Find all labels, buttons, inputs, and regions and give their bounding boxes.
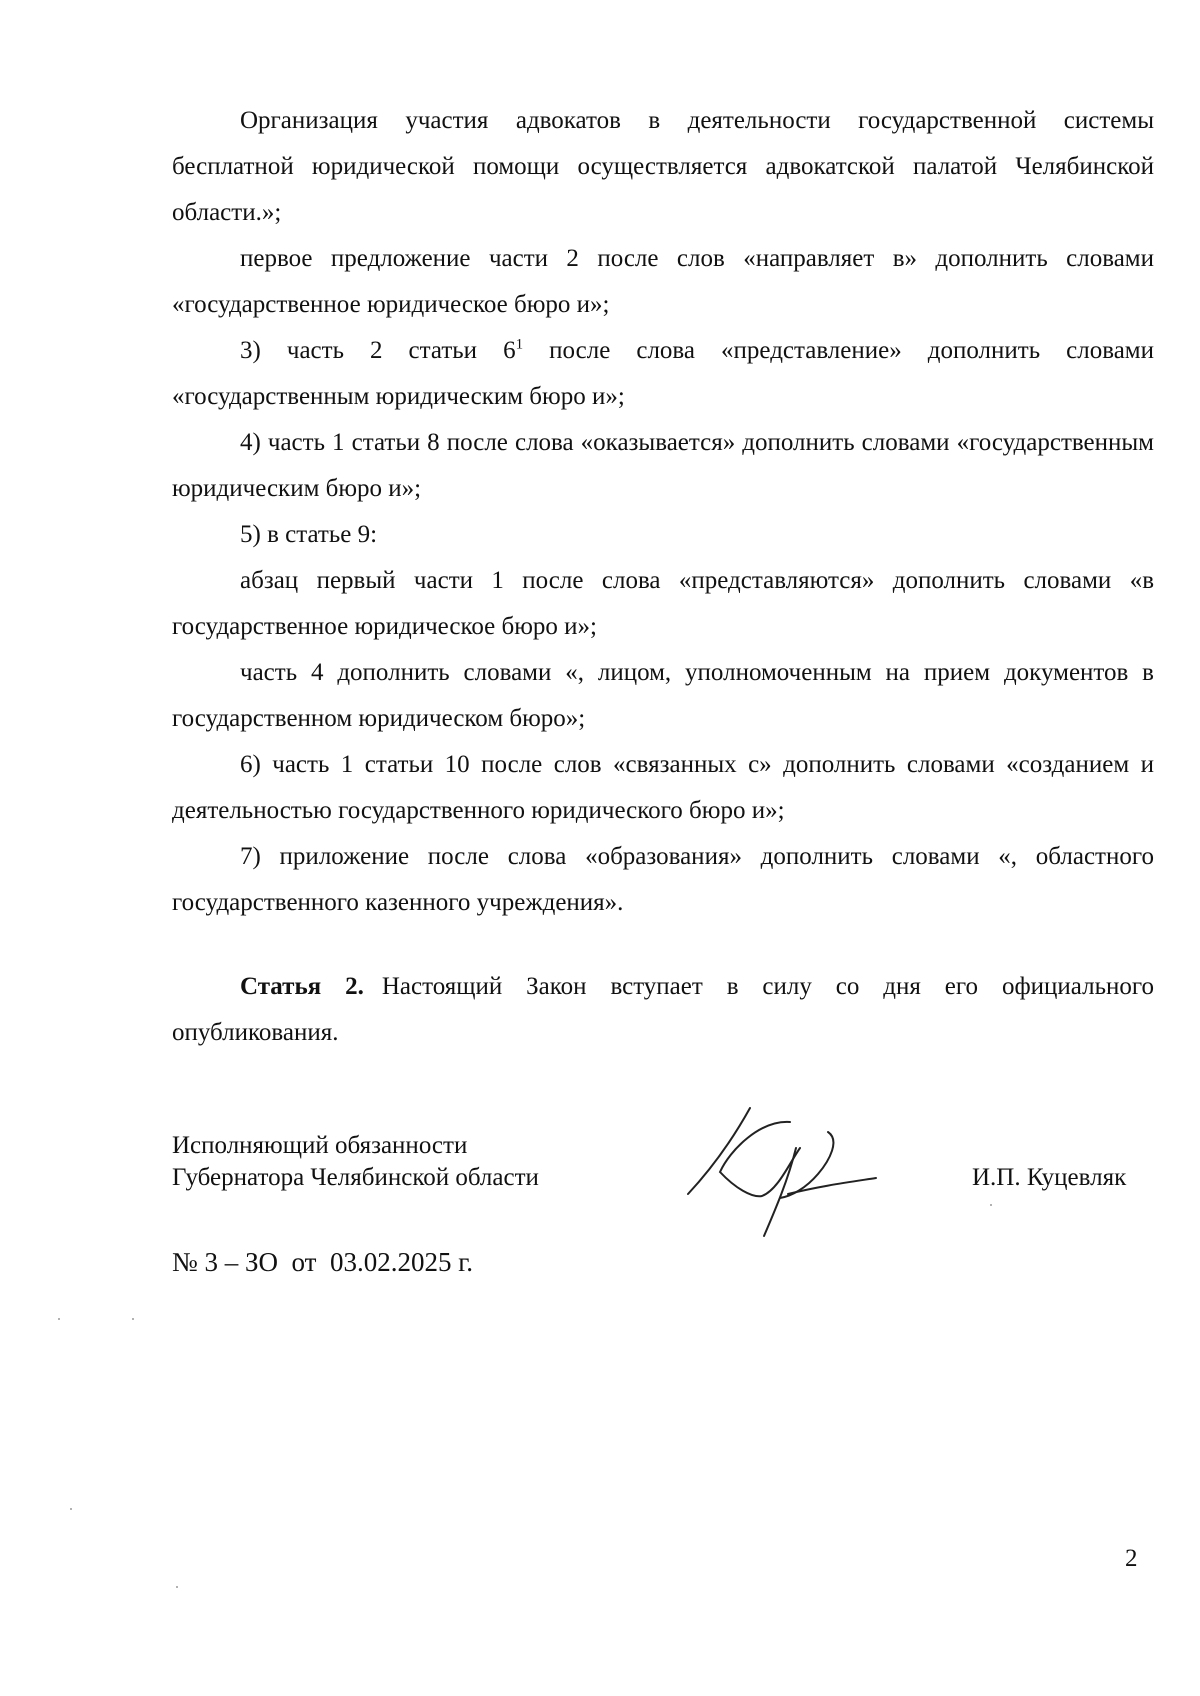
scan-speck — [70, 1508, 72, 1510]
paragraph-item-5-part-4: часть 4 дополнить словами «, лицом, уполномоченным на прием документов в государственном юридическом бюро»; — [172, 659, 1154, 732]
signatory-position-line-1: Исполняющий обязанности — [172, 1132, 468, 1159]
paragraph-bar-association: Организация участия адвокатов в деятельности государственной системы бесплатной юридической помощи осуществляется адвокатской палатой Челябинской области.»; — [172, 107, 1154, 226]
article-2 — [172, 964, 1154, 1056]
signatory-position — [172, 1130, 539, 1194]
scan-speck — [132, 1318, 134, 1320]
scan-speck — [58, 1318, 60, 1320]
paragraph-item-5: 5) в статье 9: — [240, 521, 378, 548]
paragraph-item-4: 4) часть 1 статьи 8 после слова «оказывается» дополнить словами «государственным юридическим бюро и»; — [172, 429, 1154, 502]
signer-name: И.П. Куцевляк — [972, 1164, 1127, 1191]
item-3-superscript: 1 — [515, 336, 524, 353]
signatory-position-line-2: Губернатора Челябинской области — [172, 1164, 539, 1191]
scan-speck — [176, 1586, 178, 1588]
page-number: 2 — [1125, 1545, 1138, 1572]
paragraph-item-7: 7) приложение после слова «образования» дополнить словами «, областного государственного казенного учреждения». — [172, 843, 1154, 916]
amendments-body — [172, 98, 1154, 926]
scan-speck — [990, 1204, 992, 1206]
article-2-label: Статья 2. — [240, 973, 364, 1000]
handwritten-signature — [680, 1090, 880, 1240]
paragraph-item-6: 6) часть 1 статьи 10 после слов «связанных с» дополнить словами «созданием и деятельностью государственного юридического бюро и»; — [172, 751, 1154, 824]
item-3-text-end: после слова «представление» дополнить словами «государственным юридическим бюро и»; — [172, 337, 1154, 410]
paragraph-item-3 — [172, 328, 1154, 420]
article-2-text: Настоящий Закон вступает в силу со дня его официального опубликования. — [172, 973, 1154, 1046]
item-3-text-start: 3) часть 2 статьи 6 — [240, 337, 516, 364]
paragraph-item-5-part-1: абзац первый части 1 после слова «представляются» дополнить словами «в государственное юридическое бюро и»; — [172, 567, 1154, 640]
paragraph-first-sentence-part-2: первое предложение части 2 после слов «направляет в» дополнить словами «государственное юридическое бюро и»; — [172, 245, 1154, 318]
law-number-and-date: № 3 – ЗО от 03.02.2025 г. — [172, 1247, 474, 1277]
